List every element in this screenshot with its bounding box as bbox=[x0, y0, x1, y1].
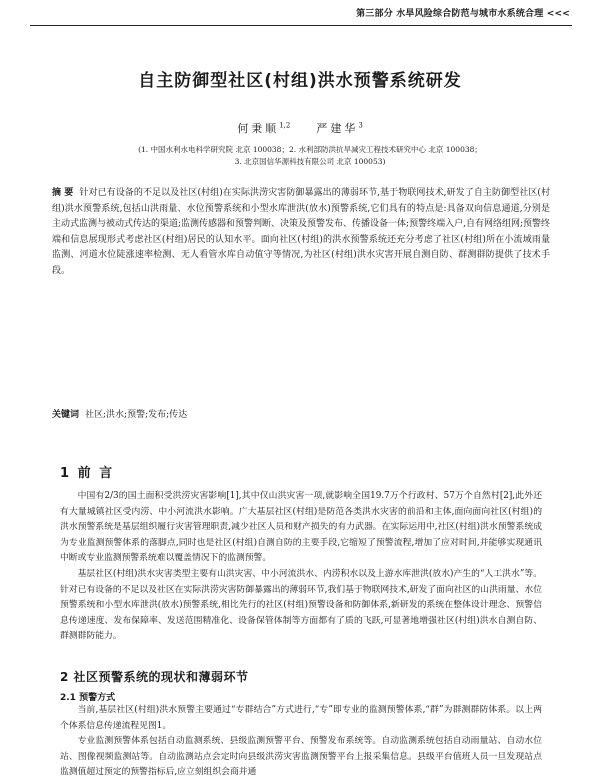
affiliation-line: 3. 北京国信华源科技有限公司 北京 100053) bbox=[234, 157, 386, 166]
paragraph: 基层社区(村组)洪水灾害类型主要有山洪灾害、中小河流洪水、内涝积水以及上游水库泄洪(放水)产生的“人工洪水”等。针对已有设备的不足以及社区在实际洪涝灾害防御暴露出的薄弱环节,我们基于物联网技术,研发了面向社区的山洪雨量、水位预警系统和小型水库泄洪(放水)预警系统,相比先行的社区(村组)预警设备和防御体系,新研发的系统在整体设计理念、预警信息传递速度、发布保障率、发送范围精准化、设备保管体制等方面都有了质的飞跃,可显著地增强社区(村组)洪水自测自防、群测群防能力。 bbox=[60, 568, 542, 642]
author-name: 何秉顺 bbox=[237, 122, 280, 135]
paper-title: 自主防御型社区(村组)洪水预警系统研发 bbox=[138, 71, 462, 91]
paragraph: 当前,基层社区(村组)洪水预警主要通过“专群结合”方式进行,“专”即专业的监测预警体系,“群”为群测群防体系。以上两个体系信息传递流程见图1。 bbox=[60, 705, 542, 731]
keywords bbox=[52, 407, 550, 420]
keywords-text: 社区;洪水;预警;发布;传达 bbox=[85, 410, 188, 420]
paragraph: 中国有2/3的国土面积受洪涝灾害影响[1],其中仅山洪灾害一项,就影响全国19.7万个行政村、57万个自然村[2],此外还有大量城镇社区受内涝、中小河流洪水影响。广大基层社区(村组)是防范各类洪水灾害的前沿和主体,面向面向社区(村组)的洪水预警系统是基层组织履行灾害管理职责,减少社区人员和财产损失的有力武器。在实际运用中,社区(村组)洪水预警系统成为专业监测预警体系的落脚点,同时也是社区(村组)自测自防的主要手段,它缩短了预警流程,增加了应对时间,并能够实现通讯中断或专业监测预警系统难以覆盖情况下的监测预警。 bbox=[60, 491, 542, 564]
affiliations bbox=[60, 144, 560, 168]
abstract bbox=[52, 186, 550, 279]
author-affil-mark: 1,2 bbox=[279, 121, 291, 130]
running-head: 第三部分 水旱风险综合防范与城市水系统合理 <<< bbox=[356, 9, 570, 19]
section-heading: 1 前 言 bbox=[60, 466, 115, 481]
affiliation-line: (1. 中国水利水电科学研究院 北京 100038；2. 水利部防洪抗旱减灾工程技术研究中心 北京 100038； bbox=[138, 145, 482, 154]
keywords-label: 关键词 bbox=[52, 410, 80, 420]
author-name: 严建华 bbox=[316, 122, 359, 135]
author-affil-mark: 3 bbox=[358, 121, 363, 130]
section-body bbox=[60, 703, 542, 778]
paragraph: 专业监测预警体系包括自动监测系统、县级监测预警平台、预警发布系统等。自动监测系统包括自动雨量站、自动水位站、图像视频监测站等。自动监测站点会定时向县级洪涝灾害监测预警平台上报采集信息。县级平台值班人员一旦发现站点监测值超过预定的预警指标后,应立刻组织会商并通 bbox=[60, 736, 542, 778]
author-line bbox=[0, 120, 600, 136]
abstract-text: 针对已有设备的不足以及社区(村组)在实际洪涝灾害防御暴露出的薄弱环节,基于物联网技术,研发了自主防御型社区(村组)洪水预警系统,包括山洪雨量、水位预警系统和小型水库泄洪(放水)预警系统,它们具有的特点是:具备双向信息通道,分别是主动式监测与被动式传达的渠道;监测传感器和预警判断、决策及预警发布、传播设备一体;预警终端入户,自有网络组网;预警终端和信息展现形式考虑社区(村组)居民的认知水平。面向社区(村组)的洪水预警系统还充分考虑了社区(村组)所在小流域雨量监测、河道水位陡涨速率检测、无人看管水库自动值守等情况,为社区(村组)洪水灾害开展自测自防、群测群防提供了技术手段。 bbox=[52, 188, 551, 276]
section-body bbox=[60, 489, 542, 645]
section-heading: 2 社区预警系统的现状和薄弱环节 bbox=[60, 670, 249, 684]
subsection-heading: 2.1 预警方式 bbox=[60, 693, 116, 703]
abstract-label: 摘 要 bbox=[52, 188, 74, 198]
